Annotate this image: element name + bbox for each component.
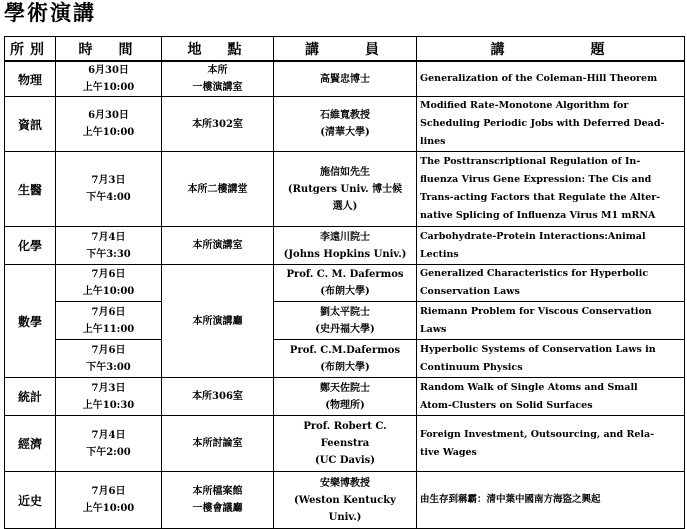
time-cell [56, 265, 162, 302]
title-line: native Splicing of Influenza Virus M1 mRNA [420, 210, 656, 221]
place-cell [162, 61, 274, 97]
speaker-line: (Rutgers Univ. 博士候 [287, 183, 403, 195]
lecture-title-cell [417, 416, 685, 472]
place-cell [162, 97, 274, 152]
place-line: 本所討論室 [192, 438, 243, 449]
date-text: 6月30日 [88, 110, 129, 121]
date-text: 6月30日 [88, 65, 129, 76]
table-row [5, 378, 685, 416]
title-line: Random Walk of Single Atoms and Small [420, 381, 638, 393]
time-cell [56, 227, 162, 265]
table-row [5, 416, 685, 472]
speaker-line: 李遠川院士 [320, 231, 370, 243]
time-text: 上午10:00 [82, 127, 135, 138]
dept-cell: 化學 [5, 227, 56, 265]
header-place: 地 點 [162, 37, 274, 62]
speaker-line: 鄭天佐院士 [320, 382, 370, 394]
time-cell [56, 378, 162, 416]
title-line: Carbohydrate-Protein Interactions:Animal [420, 230, 646, 242]
speaker-line: (物理所) [325, 399, 365, 411]
date-text: 7月3日 [91, 175, 126, 186]
header-title: 講 題 [417, 37, 685, 62]
place-line: 一樓會議廳 [192, 503, 243, 514]
place-line: 本所 [207, 65, 228, 76]
place-cell [162, 265, 274, 378]
lecture-title-cell [417, 227, 685, 265]
dept-cell: 近史 [5, 472, 56, 529]
title-line: Generalized Characteristics for Hyperbolic [420, 268, 649, 279]
title-line: Generalization of the Coleman-Hill Theorem [420, 73, 658, 84]
speaker-line: 安樂博教授 [320, 477, 370, 489]
table-row [5, 61, 685, 97]
dept-cell: 統計 [5, 378, 56, 416]
place-line: 本所演講廳 [192, 315, 243, 327]
time-text: 上午10:00 [82, 286, 135, 297]
speaker-line: (布朗大學) [320, 286, 370, 297]
speaker-cell [274, 416, 417, 472]
speaker-line: (布朗大學) [320, 361, 370, 373]
speaker-line: (UC Davis) [314, 455, 375, 466]
speaker-cell [274, 378, 417, 416]
table-row [5, 340, 685, 378]
place-line: 本所演講室 [192, 240, 243, 251]
header-dept: 所別 [5, 37, 56, 62]
time-cell [56, 472, 162, 529]
title-line: Laws [420, 323, 447, 335]
title-line: Conservation Laws [420, 286, 520, 297]
lecture-title-cell [417, 97, 685, 152]
date-text: 7月6日 [91, 269, 126, 280]
dept-cell: 資訊 [5, 97, 56, 152]
speaker-line: 石維寬教授 [320, 110, 370, 121]
speaker-cell [274, 302, 417, 340]
lecture-title-cell [417, 302, 685, 340]
speaker-line: Prof. Robert C. [303, 421, 387, 432]
time-text: 下午3:00 [86, 361, 131, 373]
speaker-cell [274, 152, 417, 227]
date-text: 7月4日 [91, 429, 126, 441]
speaker-cell [274, 61, 417, 97]
speaker-line: Prof. C.M.Dafermos [289, 344, 401, 356]
title-line: Continuum Physics [420, 361, 523, 373]
lecture-title-cell [417, 152, 685, 227]
dept-cell: 數學 [5, 265, 56, 378]
speaker-line: 高賢忠博士 [320, 73, 370, 85]
title-line: Trans-acting Factors that Regulate the Alter- [420, 192, 661, 203]
speaker-cell [274, 265, 417, 302]
page-title: 學術演講 [4, 0, 96, 25]
time-cell [56, 302, 162, 340]
title-line: Atom-Clusters on Solid Surfaces [420, 399, 593, 411]
speaker-line: Feenstra [320, 438, 370, 449]
title-line: The Posttranscriptional Regulation of In- [420, 156, 641, 167]
speaker-cell [274, 227, 417, 265]
title-line: 由生存到稱霸：清中葉中國南方海盜之興起 [420, 494, 601, 505]
table-row [5, 302, 685, 340]
place-cell [162, 378, 274, 416]
speaker-line: (史丹福大學) [315, 323, 375, 335]
speaker-cell [274, 340, 417, 378]
place-cell [162, 227, 274, 265]
time-text: 上午11:00 [82, 323, 135, 335]
place-line: 本所306室 [192, 391, 243, 402]
speaker-line: (清華大學) [320, 127, 370, 138]
place-line: 本所二樓講堂 [187, 183, 248, 195]
place-cell [162, 472, 274, 529]
header-row [5, 37, 685, 62]
time-text: 上午10:00 [82, 503, 135, 514]
time-text: 下午4:00 [86, 192, 131, 203]
title-line: Scheduling Periodic Jobs with Deferred Dead- [420, 118, 665, 129]
speaker-line: 施信如先生 [320, 166, 370, 178]
time-cell [56, 416, 162, 472]
date-text: 7月6日 [91, 344, 126, 356]
lecture-title-cell [417, 265, 685, 302]
time-text: 上午10:30 [82, 399, 135, 411]
speaker-line: 劉太平院士 [320, 306, 370, 318]
lecture-title-cell [417, 340, 685, 378]
place-cell [162, 152, 274, 227]
time-text: 下午3:30 [86, 248, 131, 260]
time-text: 下午2:00 [86, 446, 131, 458]
table-row [5, 472, 685, 529]
date-text: 7月3日 [91, 382, 126, 394]
date-text: 7月4日 [91, 231, 126, 243]
title-line: fluenza Virus Gene Expression: The Cis and [420, 174, 652, 185]
speaker-line: Univ.) [328, 511, 362, 523]
lecture-title-cell [417, 378, 685, 416]
lecture-title-cell [417, 61, 685, 97]
title-line: Foreign Investment, Outsourcing, and Rela- [420, 428, 655, 440]
title-line: Riemann Problem for Viscous Conservation [420, 305, 652, 317]
speaker-cell [274, 97, 417, 152]
title-line: Hyperbolic Systems of Conservation Laws in [420, 343, 656, 355]
title-line: Modified Rate-Monotone Algorithm for [420, 100, 629, 111]
place-line: 一樓演講室 [192, 82, 243, 93]
place-line: 本所302室 [192, 118, 243, 130]
speaker-line: (Johns Hopkins Univ.) [283, 248, 407, 260]
dept-cell: 物理 [5, 61, 56, 97]
time-cell [56, 61, 162, 97]
header-time: 時 間 [56, 37, 162, 62]
speaker-line: 選人) [332, 200, 358, 212]
lecture-schedule-table [4, 36, 685, 529]
place-line: 本所檔案館 [192, 486, 243, 497]
table-row [5, 97, 685, 152]
lecture-title-cell [417, 472, 685, 529]
place-cell [162, 416, 274, 472]
speaker-line: (Weston Kentucky [293, 494, 396, 506]
speaker-line: Prof. C. M. Dafermos [286, 269, 404, 280]
title-line: lines [420, 136, 446, 147]
time-cell [56, 152, 162, 227]
time-cell [56, 97, 162, 152]
header-speaker: 講 員 [274, 37, 417, 62]
table-row [5, 152, 685, 227]
dept-cell: 經濟 [5, 416, 56, 472]
time-text: 上午10:00 [82, 82, 135, 93]
dept-cell: 生醫 [5, 152, 56, 227]
table-row [5, 227, 685, 265]
title-line: Lectins [420, 248, 459, 260]
time-cell [56, 340, 162, 378]
speaker-cell [274, 472, 417, 529]
date-text: 7月6日 [91, 486, 126, 497]
title-line: tive Wages [420, 446, 477, 458]
date-text: 7月6日 [91, 306, 126, 318]
table-row [5, 265, 685, 302]
